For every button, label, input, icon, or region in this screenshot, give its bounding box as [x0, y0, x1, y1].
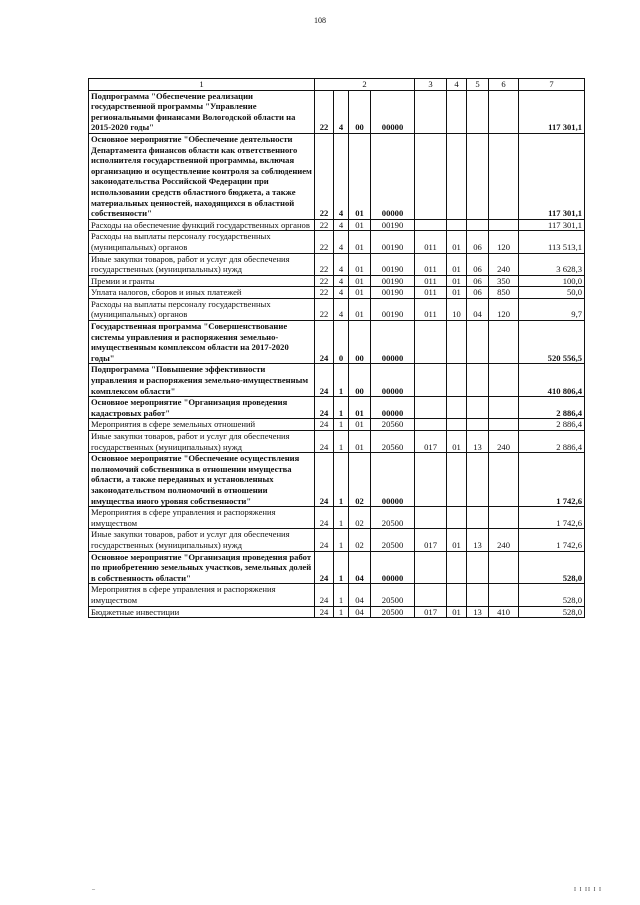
code-direction: 00190 — [371, 298, 415, 320]
row-amount: 117 301,1 — [519, 133, 585, 219]
row-amount: 1 742,6 — [519, 453, 585, 507]
code-direction: 00000 — [371, 551, 415, 584]
code-subprogram: 4 — [334, 275, 349, 287]
code-department — [415, 364, 447, 397]
code-event: 01 — [349, 133, 371, 219]
code-subprogram: 4 — [334, 133, 349, 219]
row-amount: 117 301,1 — [519, 90, 585, 133]
code-event: 02 — [349, 453, 371, 507]
code-subsection — [467, 219, 489, 231]
table-row — [89, 133, 585, 219]
code-department — [415, 584, 447, 606]
code-section — [447, 551, 467, 584]
header-col-2: 2 — [315, 79, 415, 91]
header-col-1: 1 — [89, 79, 315, 91]
code-event: 04 — [349, 606, 371, 618]
code-event: 01 — [349, 253, 371, 275]
code-department — [415, 90, 447, 133]
code-section: 01 — [447, 287, 467, 299]
row-amount: 528,0 — [519, 584, 585, 606]
code-direction: 20560 — [371, 431, 415, 453]
code-subsection — [467, 453, 489, 507]
code-section — [447, 133, 467, 219]
code-subsection: 06 — [467, 275, 489, 287]
code-section — [447, 219, 467, 231]
code-program: 24 — [315, 606, 334, 618]
code-section: 01 — [447, 275, 467, 287]
code-event: 01 — [349, 287, 371, 299]
code-expense-type — [489, 90, 519, 133]
code-program: 24 — [315, 584, 334, 606]
code-subsection — [467, 551, 489, 584]
row-amount: 2 886,4 — [519, 431, 585, 453]
table-row — [89, 397, 585, 419]
code-section — [447, 364, 467, 397]
code-direction: 00190 — [371, 219, 415, 231]
code-direction: 00000 — [371, 397, 415, 419]
code-program: 24 — [315, 551, 334, 584]
row-name: Премии и гранты — [89, 275, 315, 287]
code-department — [415, 397, 447, 419]
code-subsection: 06 — [467, 231, 489, 253]
row-amount: 9,7 — [519, 298, 585, 320]
code-expense-type: 850 — [489, 287, 519, 299]
header-col-4: 4 — [447, 79, 467, 91]
row-amount: 520 556,5 — [519, 321, 585, 364]
code-expense-type: 410 — [489, 606, 519, 618]
code-event: 01 — [349, 219, 371, 231]
row-amount: 1 742,6 — [519, 507, 585, 529]
code-section: 01 — [447, 529, 467, 551]
row-amount: 410 806,4 — [519, 364, 585, 397]
code-subsection — [467, 419, 489, 431]
code-event: 00 — [349, 90, 371, 133]
code-subsection: 13 — [467, 529, 489, 551]
row-name: Иные закупки товаров, работ и услуг для обеспечения государственных (муниципальных) нужд — [89, 253, 315, 275]
row-name: Расходы на выплаты персоналу государственных (муниципальных) органов — [89, 231, 315, 253]
code-program: 24 — [315, 507, 334, 529]
row-name: Расходы на выплаты персоналу государственных (муниципальных) органов — [89, 298, 315, 320]
table-row — [89, 287, 585, 299]
code-direction: 00000 — [371, 364, 415, 397]
code-direction: 20560 — [371, 419, 415, 431]
code-subprogram: 1 — [334, 529, 349, 551]
table-row — [89, 453, 585, 507]
table-row — [89, 431, 585, 453]
code-expense-type — [489, 551, 519, 584]
header-col-5: 5 — [467, 79, 489, 91]
table-row — [89, 529, 585, 551]
code-department: 017 — [415, 606, 447, 618]
row-amount: 50,0 — [519, 287, 585, 299]
code-program: 22 — [315, 219, 334, 231]
code-subprogram: 4 — [334, 231, 349, 253]
code-section — [447, 321, 467, 364]
code-department: 011 — [415, 287, 447, 299]
code-program: 22 — [315, 133, 334, 219]
row-amount: 1 742,6 — [519, 529, 585, 551]
row-name: Бюджетные инвестиции — [89, 606, 315, 618]
row-amount: 113 513,1 — [519, 231, 585, 253]
table-row — [89, 298, 585, 320]
code-subprogram: 1 — [334, 453, 349, 507]
code-section — [447, 507, 467, 529]
table-row — [89, 321, 585, 364]
code-program: 24 — [315, 397, 334, 419]
code-direction: 00190 — [371, 231, 415, 253]
code-event: 04 — [349, 584, 371, 606]
code-expense-type — [489, 133, 519, 219]
code-subsection: 13 — [467, 431, 489, 453]
code-expense-type: 120 — [489, 231, 519, 253]
code-expense-type: 240 — [489, 431, 519, 453]
code-direction: 00000 — [371, 133, 415, 219]
code-subsection — [467, 321, 489, 364]
code-subsection — [467, 397, 489, 419]
code-department — [415, 507, 447, 529]
row-name: Мероприятия в сфере земельных отношений — [89, 419, 315, 431]
code-program: 24 — [315, 364, 334, 397]
code-department: 011 — [415, 298, 447, 320]
code-event: 02 — [349, 507, 371, 529]
code-section: 01 — [447, 231, 467, 253]
code-subprogram: 4 — [334, 253, 349, 275]
code-subprogram: 4 — [334, 287, 349, 299]
row-amount: 117 301,1 — [519, 219, 585, 231]
table-body — [89, 90, 585, 618]
code-section: 01 — [447, 606, 467, 618]
code-event: 04 — [349, 551, 371, 584]
row-name: Мероприятия в сфере управления и распоряжения имуществом — [89, 507, 315, 529]
code-department: 017 — [415, 431, 447, 453]
row-amount: 528,0 — [519, 551, 585, 584]
table-header-row — [89, 79, 585, 91]
row-amount: 3 628,3 — [519, 253, 585, 275]
code-direction: 00000 — [371, 90, 415, 133]
code-subprogram: 4 — [334, 298, 349, 320]
code-subsection: 04 — [467, 298, 489, 320]
row-name: Расходы на обеспечение функций государственных органов — [89, 219, 315, 231]
code-program: 22 — [315, 287, 334, 299]
code-subsection: 06 — [467, 253, 489, 275]
code-expense-type: 120 — [489, 298, 519, 320]
budget-table — [88, 78, 585, 618]
code-department — [415, 133, 447, 219]
code-section — [447, 419, 467, 431]
code-department — [415, 551, 447, 584]
row-name: Основное мероприятие "Обеспечение деятельности Департамента финансов области как ответственного исполнителя государственной программы, включая организацию и осуществление контроля за соблюдением законодательства Российской Федерации при использовании средств областного бюджета, а также материальных ценностей, находящихся в областной собственности" — [89, 133, 315, 219]
code-program: 24 — [315, 431, 334, 453]
code-section — [447, 397, 467, 419]
code-event: 01 — [349, 298, 371, 320]
code-event: 02 — [349, 529, 371, 551]
code-event: 01 — [349, 431, 371, 453]
row-name: Уплата налогов, сборов и иных платежей — [89, 287, 315, 299]
code-subprogram: 1 — [334, 397, 349, 419]
code-direction: 20500 — [371, 529, 415, 551]
code-event: 01 — [349, 397, 371, 419]
table-row — [89, 584, 585, 606]
code-section: 01 — [447, 253, 467, 275]
row-name: Иные закупки товаров, работ и услуг для обеспечения государственных (муниципальных) нужд — [89, 431, 315, 453]
code-expense-type: 350 — [489, 275, 519, 287]
code-section — [447, 453, 467, 507]
code-department — [415, 321, 447, 364]
code-subsection — [467, 507, 489, 529]
table-row — [89, 275, 585, 287]
row-name: Подпрограмма "Обеспечение реализации государственной программы "Управление региональными финансами Вологодской области на 2015-2020 годы" — [89, 90, 315, 133]
row-amount: 2 886,4 — [519, 397, 585, 419]
code-subsection — [467, 364, 489, 397]
table-row — [89, 90, 585, 133]
code-section: 01 — [447, 431, 467, 453]
code-direction: 20500 — [371, 507, 415, 529]
code-program: 22 — [315, 298, 334, 320]
code-expense-type — [489, 419, 519, 431]
code-event: 01 — [349, 275, 371, 287]
header-col-3: 3 — [415, 79, 447, 91]
code-department — [415, 453, 447, 507]
table-row — [89, 253, 585, 275]
table-row — [89, 606, 585, 618]
code-subprogram: 1 — [334, 507, 349, 529]
table-row — [89, 231, 585, 253]
code-expense-type — [489, 364, 519, 397]
code-program: 24 — [315, 453, 334, 507]
code-expense-type — [489, 321, 519, 364]
code-subsection — [467, 584, 489, 606]
code-department — [415, 419, 447, 431]
code-department: 011 — [415, 253, 447, 275]
code-subprogram: 1 — [334, 364, 349, 397]
code-subsection — [467, 90, 489, 133]
code-direction: 00000 — [371, 321, 415, 364]
page-number: 108 — [314, 16, 326, 25]
code-direction: 00190 — [371, 253, 415, 275]
code-direction: 20500 — [371, 584, 415, 606]
code-program: 24 — [315, 419, 334, 431]
code-subprogram: 0 — [334, 321, 349, 364]
code-expense-type — [489, 507, 519, 529]
code-subsection — [467, 133, 489, 219]
row-name: Основное мероприятие "Обеспечение осуществления полномочий собственника в отношении имущества области, а также переданных и установленных законодательством полномочий в отношении имущества иного уровня собственности" — [89, 453, 315, 507]
code-program: 24 — [315, 529, 334, 551]
row-name: Основное мероприятие "Организация проведения работ по приобретению земельных участков, земельных долей в собственность области" — [89, 551, 315, 584]
code-event: 01 — [349, 419, 371, 431]
code-event: 00 — [349, 364, 371, 397]
code-expense-type — [489, 397, 519, 419]
table-row — [89, 219, 585, 231]
code-direction: 20500 — [371, 606, 415, 618]
code-subsection: 06 — [467, 287, 489, 299]
code-program: 22 — [315, 90, 334, 133]
code-program: 22 — [315, 231, 334, 253]
code-subprogram: 4 — [334, 90, 349, 133]
row-amount: 2 886,4 — [519, 419, 585, 431]
table-row — [89, 364, 585, 397]
code-expense-type — [489, 453, 519, 507]
code-program: 22 — [315, 275, 334, 287]
footer-tick-mark: – — [92, 887, 95, 893]
code-program: 24 — [315, 321, 334, 364]
row-name: Подпрограмма "Повышение эффективности управления и распоряжения земельно-имущественным комплексом области" — [89, 364, 315, 397]
code-expense-type: 240 — [489, 253, 519, 275]
code-section — [447, 90, 467, 133]
row-name: Мероприятия в сфере управления и распоряжения имуществом — [89, 584, 315, 606]
code-subprogram: 1 — [334, 584, 349, 606]
code-subprogram: 4 — [334, 219, 349, 231]
code-section — [447, 584, 467, 606]
code-subsection: 13 — [467, 606, 489, 618]
header-col-6: 6 — [489, 79, 519, 91]
table-row — [89, 419, 585, 431]
code-section: 10 — [447, 298, 467, 320]
row-name: Государственная программа "Совершенствование системы управления и распоряжения земельно-имущественным комплексом области на 2017-2020 годы" — [89, 321, 315, 364]
code-program: 22 — [315, 253, 334, 275]
code-direction: 00190 — [371, 275, 415, 287]
code-subprogram: 1 — [334, 606, 349, 618]
table-row — [89, 551, 585, 584]
row-name: Основное мероприятие "Организация проведения кадастровых работ" — [89, 397, 315, 419]
code-department: 011 — [415, 275, 447, 287]
code-direction: 00190 — [371, 287, 415, 299]
code-subprogram: 1 — [334, 431, 349, 453]
row-amount: 100,0 — [519, 275, 585, 287]
code-subprogram: 1 — [334, 419, 349, 431]
code-expense-type: 240 — [489, 529, 519, 551]
code-expense-type — [489, 219, 519, 231]
footer-scan-mark: I I II I I — [574, 887, 602, 893]
code-department — [415, 219, 447, 231]
code-subprogram: 1 — [334, 551, 349, 584]
row-amount: 528,0 — [519, 606, 585, 618]
header-col-7: 7 — [519, 79, 585, 91]
row-name: Иные закупки товаров, работ и услуг для обеспечения государственных (муниципальных) нужд — [89, 529, 315, 551]
code-event: 00 — [349, 321, 371, 364]
code-direction: 00000 — [371, 453, 415, 507]
code-expense-type — [489, 584, 519, 606]
table-row — [89, 507, 585, 529]
code-department: 017 — [415, 529, 447, 551]
code-event: 01 — [349, 231, 371, 253]
code-department: 011 — [415, 231, 447, 253]
